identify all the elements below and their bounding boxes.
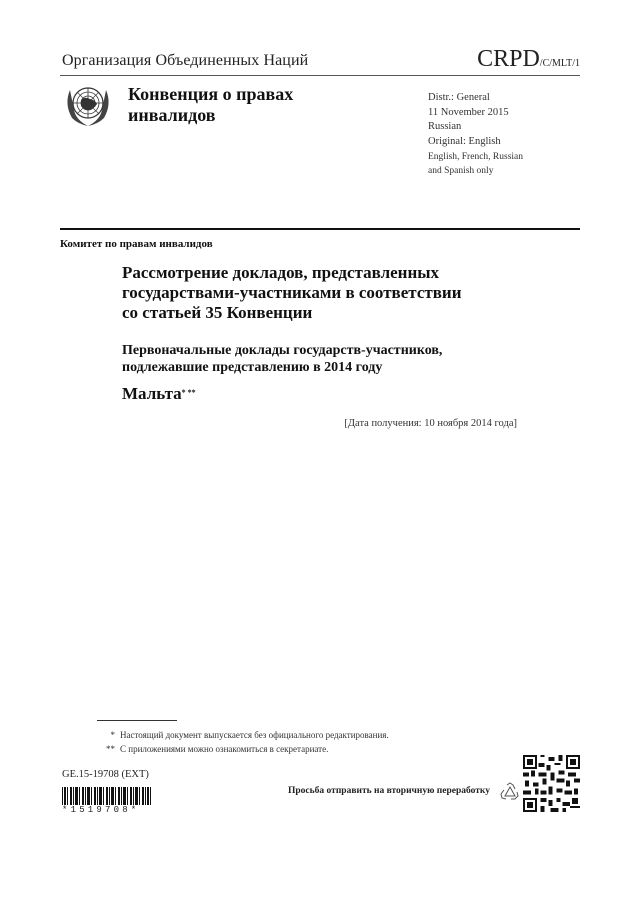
subheading bbox=[122, 342, 542, 376]
recycle-icon bbox=[499, 782, 521, 802]
main-heading-line3: со статьей 35 Конвенции bbox=[122, 303, 313, 322]
footnote-marks: * ** bbox=[181, 388, 196, 397]
distr-availability-1: English, French, Russian bbox=[428, 152, 523, 162]
distr-status: Distr.: General bbox=[428, 92, 490, 103]
barcode-icon bbox=[62, 787, 152, 805]
footnote-2 bbox=[97, 742, 389, 756]
organization-name: Организация Объединенных Наций bbox=[62, 52, 309, 69]
convention-title bbox=[128, 84, 293, 126]
footnote-1-text: Настоящий документ выпускается без официального редактирования. bbox=[120, 730, 389, 740]
subheading-line2: подлежавшие представлению в 2014 году bbox=[122, 360, 383, 375]
country-name: Мальта bbox=[122, 384, 182, 403]
document-symbol bbox=[477, 46, 580, 73]
qr-code-icon bbox=[523, 755, 580, 812]
document-number: GE.15-19708 (EXT) bbox=[62, 769, 149, 780]
main-heading-line2: государствами-участниками в соответствии bbox=[122, 283, 462, 302]
title-rule bbox=[60, 228, 580, 230]
distr-original: Original: English bbox=[428, 135, 501, 147]
symbol-main: CRPD bbox=[477, 46, 540, 72]
footnote-2-mark: ** bbox=[106, 744, 115, 754]
symbol-sub: /C/MLT/1 bbox=[539, 58, 580, 69]
received-date: [Дата получения: 10 ноября 2014 года] bbox=[344, 418, 517, 429]
barcode-number: *1519708* bbox=[62, 805, 140, 815]
footnotes bbox=[97, 728, 389, 756]
header-rule bbox=[60, 75, 580, 76]
country-heading bbox=[122, 384, 196, 404]
distr-date: 11 November 2015 bbox=[428, 106, 509, 118]
convention-title-line2: инвалидов bbox=[128, 105, 216, 125]
subheading-line1: Первоначальные доклады государств-участников, bbox=[122, 343, 443, 358]
footnote-1 bbox=[97, 728, 389, 742]
distr-language: Russian bbox=[428, 121, 462, 132]
main-heading bbox=[122, 263, 542, 323]
un-emblem-icon bbox=[63, 80, 113, 128]
distribution-block bbox=[428, 91, 523, 178]
footnote-rule bbox=[97, 720, 177, 721]
recycle-notice: Просьба отправить на вторичную переработку bbox=[288, 786, 490, 796]
main-heading-line1: Рассмотрение докладов, представленных bbox=[122, 263, 440, 282]
distr-availability-2: and Spanish only bbox=[428, 165, 494, 176]
footnote-2-text: С приложениями можно ознакомиться в секретариате. bbox=[120, 744, 329, 754]
convention-title-line1: Конвенция о правах bbox=[128, 84, 294, 104]
footnote-1-mark: * bbox=[110, 730, 115, 740]
committee-name: Комитет по правам инвалидов bbox=[60, 238, 213, 250]
